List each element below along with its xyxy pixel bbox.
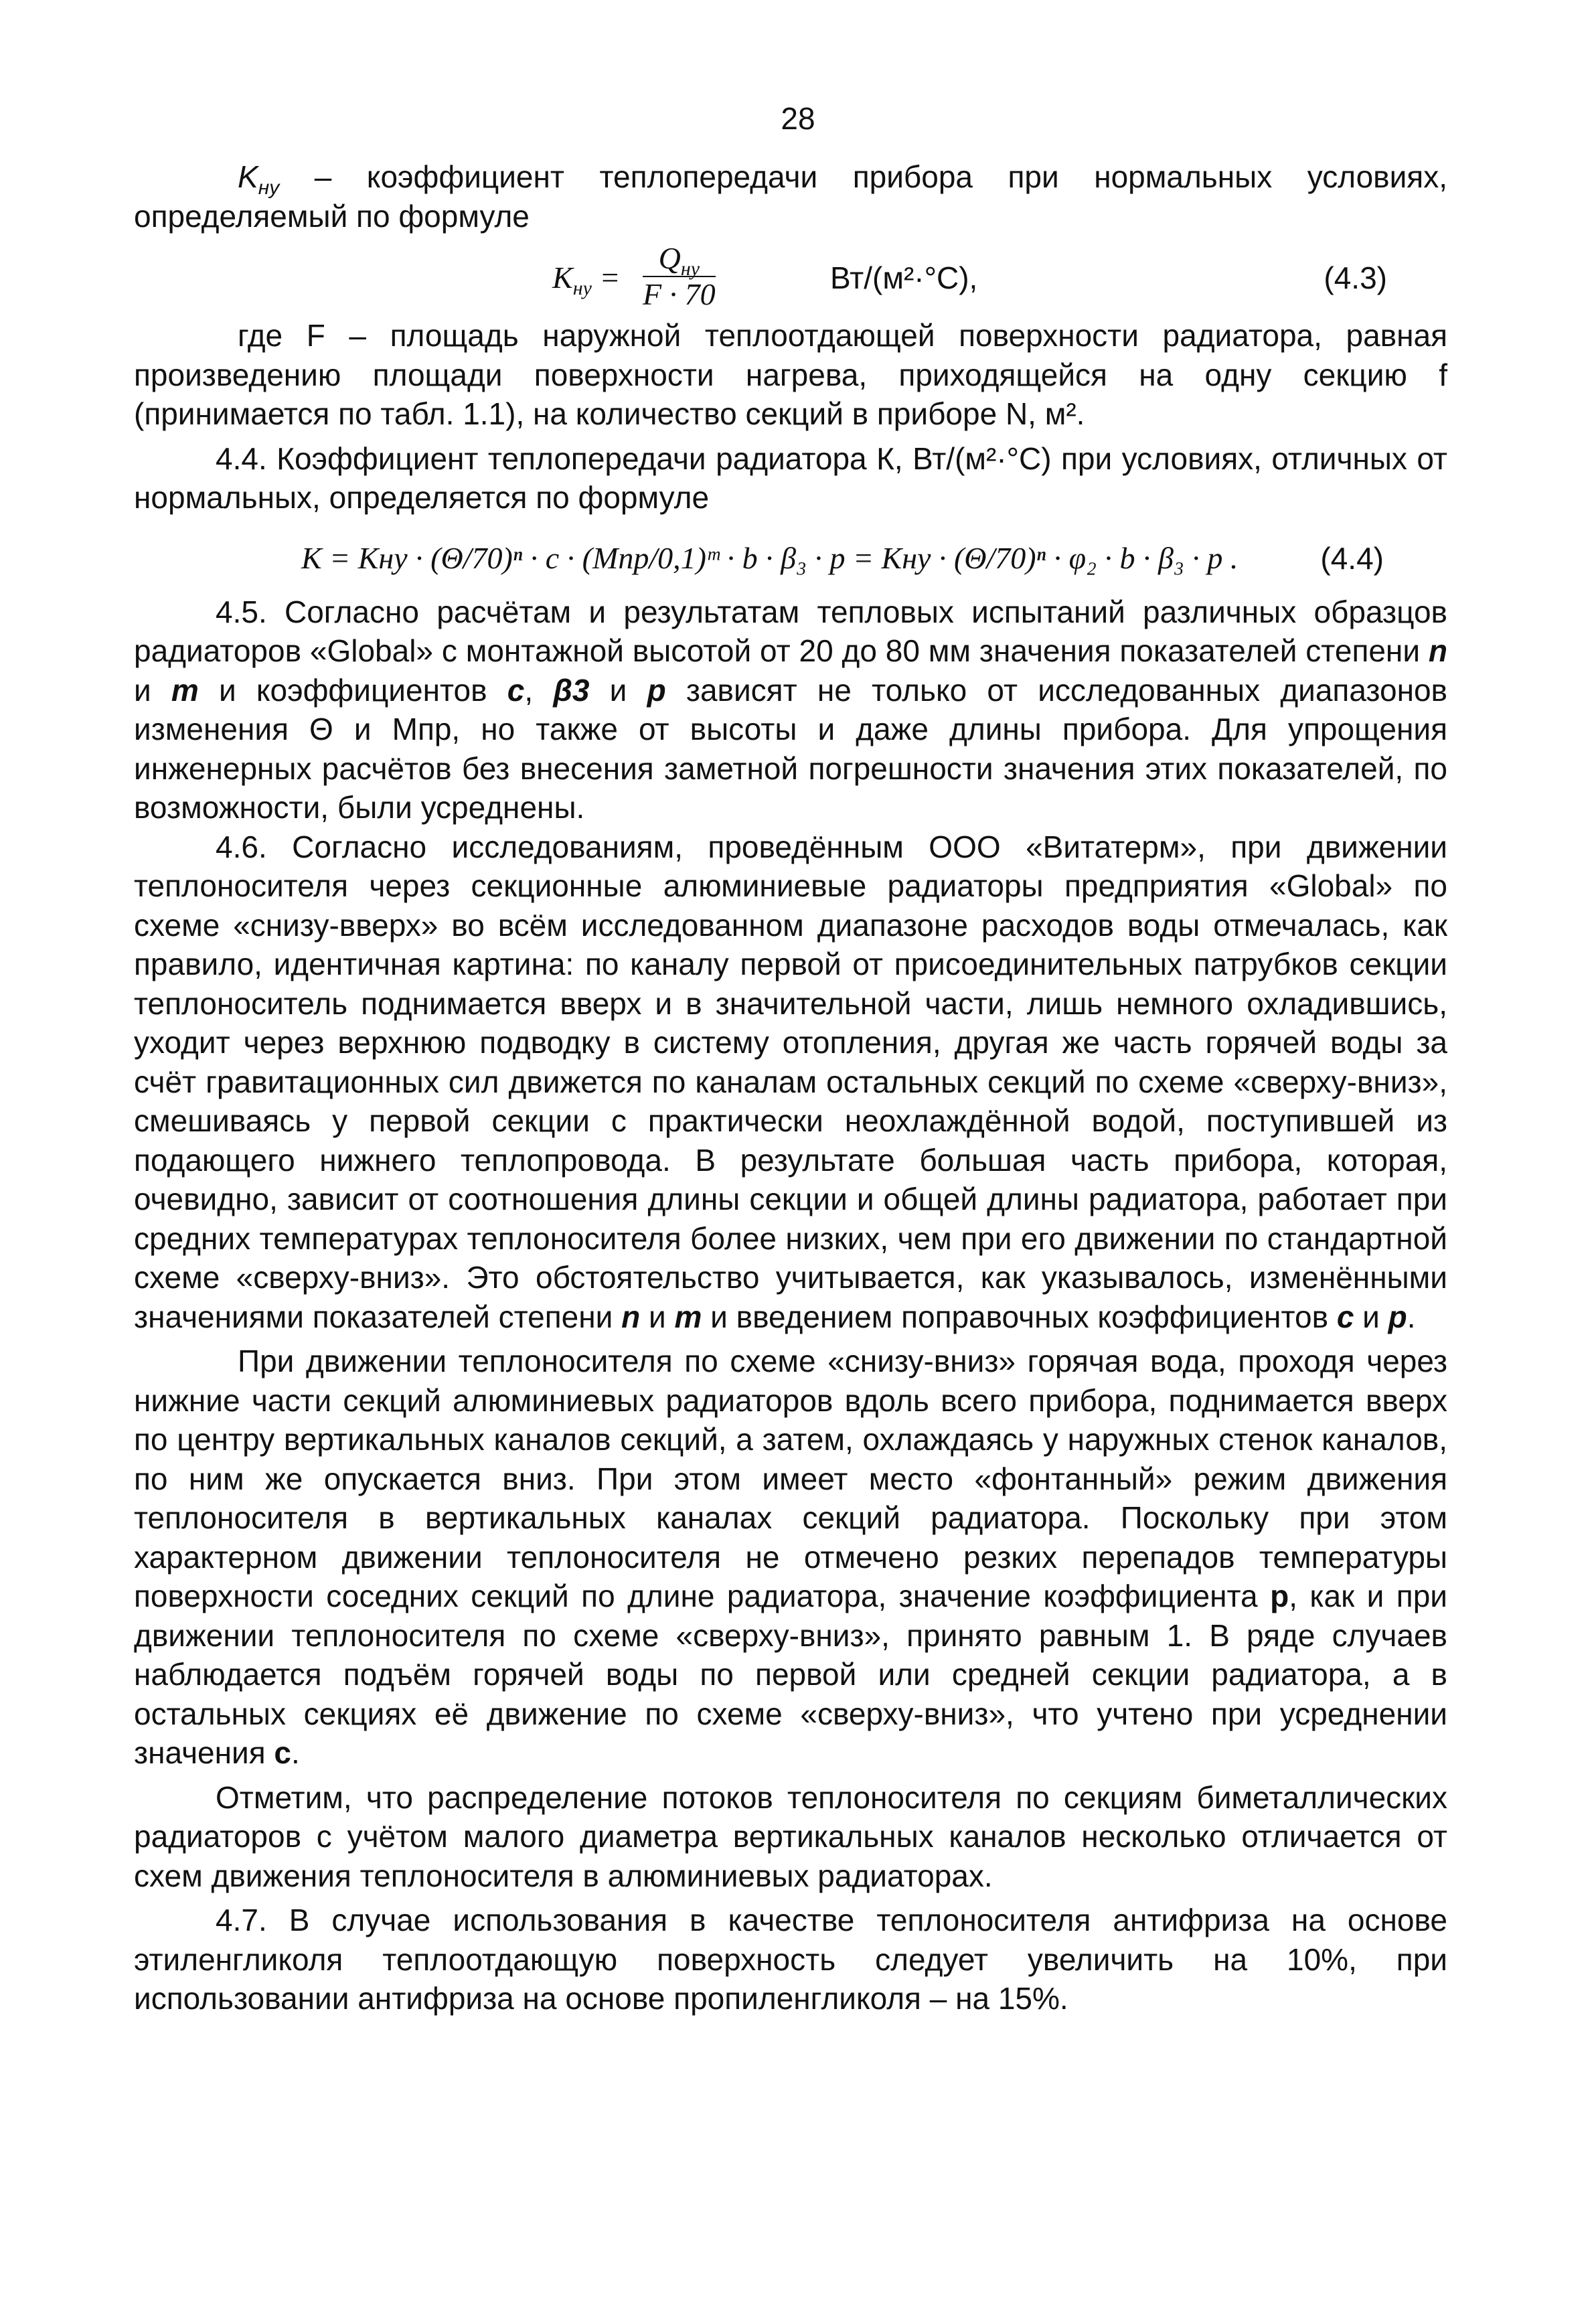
- bimetal-paragraph: Отметим, что распределение потоков теплоносителя по секциям биметаллических радиаторов с учётом малого диаметра вертикальных каналов несколько отличается от схем движения теплоносителя в алюминиевых радиаторах.: [134, 1779, 1447, 1893]
- where-paragraph: где F – площадь наружной теплоотдающей поверхности радиатора, равная произведению площади поверхности нагрева, приходящейся на одну секцию f (принимается по табл. 1.1), на количество секций в приборе N, м².: [134, 318, 1447, 431]
- formula-4-3-fraction: [643, 241, 716, 312]
- page-body: [134, 157, 1447, 2018]
- formula-4-3-number: (4.3): [1324, 260, 1387, 295]
- section-4-7: 4.7. В случае использования в качестве теплоносителя антифриза на основе этиленгликоля теплоотдающую поверхность следует увеличить на 10%, при использовании антифриза на основе пропиленгликоля – на 15%.: [134, 1903, 1447, 2016]
- page-number: 28: [781, 101, 815, 136]
- formula-4-4-number: (4.4): [1320, 540, 1384, 576]
- formula-4-3-units: Вт/(м²·°С),: [830, 260, 978, 295]
- intro-paragraph: $K_{ну}$ – коэффициент теплопередачи прибора при нормальных условиях, определяемый по формуле: [134, 159, 1447, 234]
- section-4-5: 4.5. Согласно расчётам и результатам тепловых испытаний различных образцов радиаторов «Global» с монтажной высотой от 20 до 80 мм значения показателей степени n и m и коэффициентов c, β3 и p зависят не только от исследованных диапазонов изменения Θ и Mпр, но также от высоты и даже длины прибора. Для упрощения инженерных расчётов без внесения заметной погрешности значения этих показателей, по возможности, были усреднены.: [134, 594, 1447, 825]
- formula-4-4-expression: K = Kну · (Θ/70)ⁿ · c · (Mпр/0,1)ᵐ · b · β₃ · p = Kну · (Θ/70)ⁿ · φ₂ · b · β₃ · p .: [301, 540, 1239, 575]
- formula-4-4: [134, 526, 1447, 592]
- bottom-down-paragraph: При движении теплоносителя по схеме «снизу-вниз» горячая вода, проходя через нижние части секций алюминиевых радиаторов вдоль всего прибора, поднимается вверх по центру вертикальных каналов секций, а затем, охлаждаясь у наружных стенок каналов, по ним же опускается вниз. При этом имеет место «фонтанный» режим движения теплоносителя в вертикальных каналах секций радиатора. Поскольку при этом характерном движении теплоносителя не отмечено резких перепадов температуры поверхности соседних секций по длине радиатора, значение коэффициента р, как и при движении теплоносителя по схеме «сверху-вниз», принято равным 1. В ряде случаев наблюдается подъём горячей воды по первой или средней секции радиатора, а в остальных секциях её движение по схеме «сверху-вниз», что учтено при усреднении значения с.: [134, 1344, 1447, 1770]
- formula-4-3-denominator: F · 70: [643, 277, 716, 311]
- formula-4-3: [134, 236, 1447, 316]
- formula-4-3-lhs: $K_{ну}$ =: [552, 260, 621, 300]
- section-4-6: 4.6. Согласно исследованиям, проведённым ООО «Витатерм», при движении теплоносителя через секционные алюминиевые радиаторы предприятия «Global» по схеме «снизу-вверх» во всём исследованном диапазоне расходов воды отмечалась, как правило, идентичная картина: по каналу первой от присоединительных патрубков секции теплоноситель поднимается вверх и в значительной части, лишь немного охладившись, уходит через верхнюю подводку в систему отопления, другая же часть горячей воды за счёт гравитационных сил движется по каналам остальных секций по схеме «сверху-вниз», смешиваясь у первой секции с практически неохлаждённой водой, поступившей из подающего нижнего теплопровода. В результате большая часть прибора, которая, очевидно, зависит от соотношения длины секции и общей длины радиатора, работает при средних температурах теплоносителя более низких, чем при его движении по стандартной схеме «сверху-вниз». Это обстоятельство учитывается, как указывалось, изменёнными значениями показателей степени n и m и введением поправочных коэффициентов c и p.: [134, 829, 1447, 1334]
- section-4-4: 4.4. Коэффициент теплопередачи радиатора К, Вт/(м²·°С) при условиях, отличных от нормальных, определяется по формуле: [134, 441, 1447, 515]
- kny-term: $K_{ну}$: [238, 159, 280, 199]
- formula-4-3-numerator: $Q_{ну}$: [643, 241, 716, 277]
